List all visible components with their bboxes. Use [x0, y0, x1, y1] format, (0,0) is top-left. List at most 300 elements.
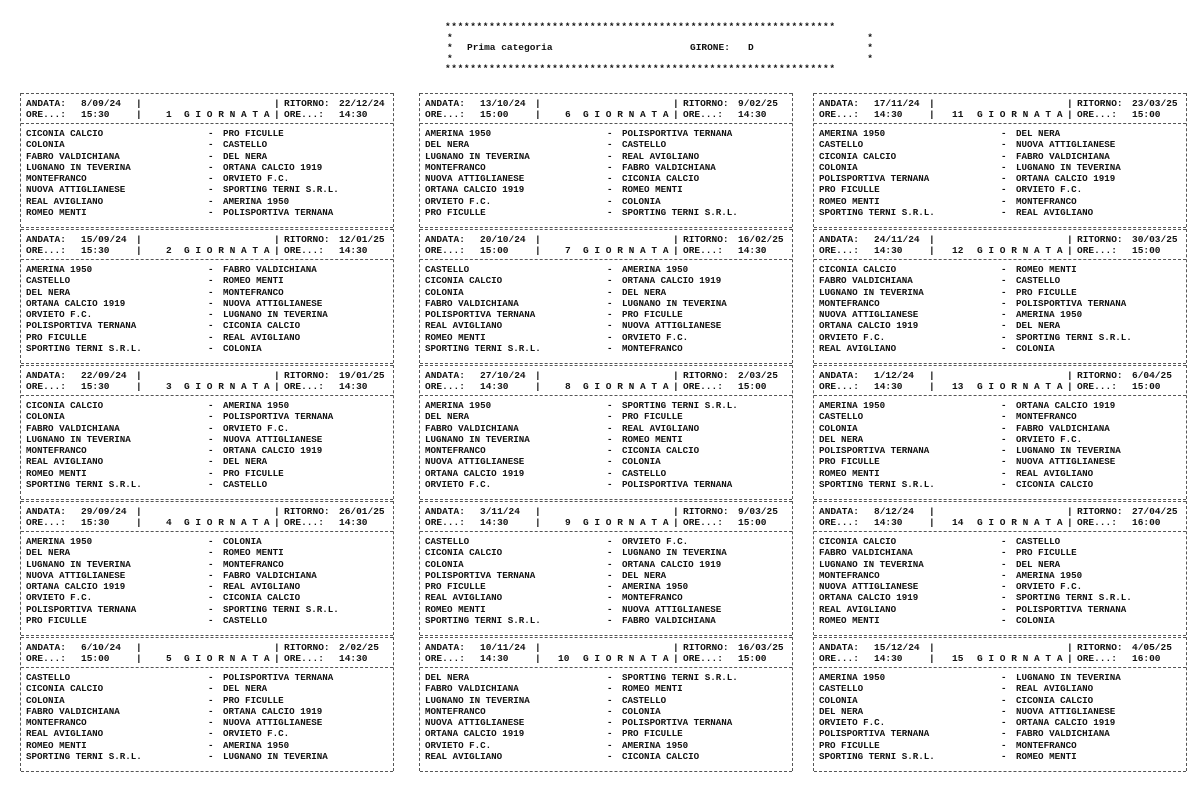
- round-footer-rule: [21, 363, 393, 364]
- away-team: LUGNANO IN TEVERINA: [223, 751, 328, 763]
- header-divider: |: [136, 98, 142, 109]
- home-team: ORTANA CALCIO 1919: [26, 581, 126, 593]
- home-team: CICONIA CALCIO: [26, 683, 104, 695]
- round-footer-rule: [420, 771, 792, 772]
- away-team: LUGNANO IN TEVERINA: [1016, 445, 1121, 457]
- header-divider: |: [673, 642, 679, 653]
- giornata-label: G I O R N A T A: [977, 109, 1063, 120]
- match-row: [425, 672, 787, 683]
- match-separator: -: [208, 343, 214, 355]
- round-header: [21, 229, 393, 260]
- header-stars-bottom: **************************************************************: [445, 63, 836, 74]
- match-row: [26, 740, 388, 751]
- match-row: [26, 547, 388, 558]
- home-team: NUOVA ATTIGLIANESE: [26, 569, 126, 581]
- match-row: [425, 615, 787, 626]
- round-header: [21, 93, 393, 124]
- header-divider: |: [136, 370, 142, 381]
- round-header: [21, 637, 393, 668]
- andata-label: ANDATA:: [819, 98, 859, 109]
- header-divider: |: [274, 234, 280, 245]
- away-team: AMERINA 1950: [622, 739, 689, 751]
- match-row: [26, 706, 388, 717]
- header-divider: |: [274, 98, 280, 109]
- round-footer-rule: [21, 635, 393, 636]
- match-row: [819, 695, 1181, 706]
- away-team: CASTELLO: [622, 139, 667, 151]
- round-footer-rule: [21, 771, 393, 772]
- round-footer-rule: [21, 227, 393, 228]
- away-team: ROMEO MENTI: [622, 433, 683, 445]
- match-separator: -: [607, 592, 613, 604]
- home-team: REAL AVIGLIANO: [819, 603, 897, 615]
- match-row: [819, 604, 1181, 615]
- away-team: ROMEO MENTI: [622, 184, 683, 196]
- match-separator: -: [607, 161, 613, 173]
- home-team: ORTANA CALCIO 1919: [425, 728, 525, 740]
- schedule-columns: [20, 93, 1188, 773]
- home-team: POLISPORTIVA TERNANA: [819, 173, 930, 185]
- match-separator: -: [1001, 728, 1007, 740]
- match-separator: -: [208, 467, 214, 479]
- match-row: [425, 287, 787, 298]
- match-row: [819, 139, 1181, 150]
- match-separator: -: [1001, 128, 1007, 139]
- away-team: AMERINA 1950: [622, 264, 689, 275]
- home-team: CASTELLO: [425, 264, 470, 275]
- match-separator: -: [208, 683, 214, 695]
- match-separator: -: [1001, 467, 1007, 479]
- match-list: [814, 532, 1186, 626]
- match-row: [819, 128, 1181, 139]
- match-row: [819, 683, 1181, 694]
- ore-andata-value: 14:30: [874, 109, 903, 120]
- home-team: CASTELLO: [819, 683, 864, 695]
- ore-ritorno-label: ORE...:: [284, 109, 324, 120]
- match-row: [425, 151, 787, 162]
- andata-label: ANDATA:: [425, 506, 465, 517]
- match-row: [425, 139, 787, 150]
- ritorno-date: 2/03/25: [738, 370, 778, 381]
- header-divider: |: [535, 506, 541, 517]
- home-team: MONTEFRANCO: [819, 569, 880, 581]
- andata-label: ANDATA:: [819, 234, 859, 245]
- match-separator: -: [607, 603, 613, 615]
- match-row: [425, 411, 787, 422]
- match-row: [26, 309, 388, 320]
- away-team: COLONIA: [1016, 343, 1055, 355]
- andata-label: ANDATA:: [26, 234, 66, 245]
- home-team: COLONIA: [819, 161, 858, 173]
- home-team: LUGNANO IN TEVERINA: [26, 558, 131, 570]
- ore-ritorno-label: ORE...:: [1077, 381, 1117, 392]
- match-row: [819, 298, 1181, 309]
- match-row: [819, 672, 1181, 683]
- away-team: DEL NERA: [1016, 320, 1061, 332]
- match-list: [814, 668, 1186, 762]
- home-team: PRO FICULLE: [819, 739, 880, 751]
- header-divider: |: [1067, 234, 1073, 245]
- match-separator: -: [1001, 456, 1007, 468]
- home-team: CICONIA CALCIO: [425, 275, 503, 287]
- giornata-label: G I O R N A T A: [583, 109, 669, 120]
- header-divider: |: [673, 370, 679, 381]
- match-row: [425, 581, 787, 592]
- match-separator: -: [208, 264, 214, 275]
- ore-ritorno-value: 14:30: [738, 109, 767, 120]
- home-team: ROMEO MENTI: [26, 467, 87, 479]
- round-header: [814, 637, 1186, 668]
- match-row: [26, 559, 388, 570]
- match-separator: -: [1001, 422, 1007, 434]
- match-separator: -: [1001, 479, 1007, 491]
- header-divider: |: [136, 506, 142, 517]
- header-divider: |: [136, 381, 142, 392]
- home-team: MONTEFRANCO: [425, 705, 486, 717]
- ore-ritorno-value: 15:00: [738, 381, 767, 392]
- away-team: ORVIETO F.C.: [223, 173, 290, 185]
- match-row: [425, 309, 787, 320]
- match-separator: -: [607, 467, 613, 479]
- round-block: [419, 637, 793, 771]
- match-row: [425, 570, 787, 581]
- match-separator: -: [1001, 547, 1007, 559]
- away-team: COLONIA: [622, 195, 661, 207]
- match-separator: -: [607, 400, 613, 411]
- match-row: [26, 400, 388, 411]
- ore-ritorno-label: ORE...:: [683, 245, 723, 256]
- ritorno-label: RITORNO:: [1077, 506, 1123, 517]
- match-separator: -: [208, 705, 214, 717]
- match-separator: -: [607, 581, 613, 593]
- match-separator: -: [208, 331, 214, 343]
- andata-date: 17/11/24: [874, 98, 920, 109]
- match-row: [26, 343, 388, 354]
- ore-andata-label: ORE...:: [26, 245, 66, 256]
- match-separator: -: [1001, 411, 1007, 423]
- home-team: AMERINA 1950: [425, 128, 492, 139]
- match-row: [819, 728, 1181, 739]
- round-footer-rule: [814, 771, 1186, 772]
- ore-ritorno-value: 15:00: [1132, 245, 1161, 256]
- away-team: REAL AVIGLIANO: [1016, 683, 1094, 695]
- away-team: LUGNANO IN TEVERINA: [223, 309, 328, 321]
- ritorno-label: RITORNO:: [284, 98, 330, 109]
- ritorno-label: RITORNO:: [683, 370, 729, 381]
- home-team: ORVIETO F.C.: [425, 195, 492, 207]
- away-team: CASTELLO: [622, 694, 667, 706]
- home-team: POLISPORTIVA TERNANA: [26, 320, 137, 332]
- round-block: [20, 229, 394, 363]
- match-row: [26, 184, 388, 195]
- match-row: [425, 592, 787, 603]
- home-team: DEL NERA: [425, 139, 470, 151]
- header-divider: |: [136, 109, 142, 120]
- match-row: [819, 536, 1181, 547]
- home-team: POLISPORTIVA TERNANA: [425, 569, 536, 581]
- home-team: ORTANA CALCIO 1919: [425, 467, 525, 479]
- round-block: [813, 229, 1187, 363]
- away-team: SPORTING TERNI S.R.L.: [622, 400, 738, 411]
- ore-ritorno-label: ORE...:: [683, 381, 723, 392]
- header-divider: |: [535, 517, 541, 528]
- ore-ritorno-value: 15:00: [738, 517, 767, 528]
- header-divider: |: [929, 653, 935, 664]
- round-block: [419, 365, 793, 499]
- home-team: REAL AVIGLIANO: [425, 751, 503, 763]
- match-row: [819, 332, 1181, 343]
- home-team: ORTANA CALCIO 1919: [819, 592, 919, 604]
- round-footer-rule: [420, 635, 792, 636]
- ritorno-label: RITORNO:: [284, 642, 330, 653]
- home-team: PRO FICULLE: [26, 331, 87, 343]
- ritorno-date: 9/03/25: [738, 506, 778, 517]
- away-team: POLISPORTIVA TERNANA: [622, 717, 733, 729]
- giornata-number: 2: [166, 245, 172, 256]
- ritorno-date: 27/04/25: [1132, 506, 1178, 517]
- away-team: ROMEO MENTI: [1016, 751, 1077, 763]
- andata-label: ANDATA:: [819, 642, 859, 653]
- match-row: [425, 740, 787, 751]
- match-list: [814, 396, 1186, 490]
- round-block: [813, 501, 1187, 635]
- match-separator: -: [1001, 207, 1007, 219]
- round-block: [20, 637, 394, 771]
- match-separator: -: [208, 592, 214, 604]
- match-row: [819, 411, 1181, 422]
- match-separator: -: [607, 286, 613, 298]
- match-row: [819, 570, 1181, 581]
- away-team: LUGNANO IN TEVERINA: [1016, 161, 1121, 173]
- andata-date: 20/10/24: [480, 234, 526, 245]
- home-team: FABRO VALDICHIANA: [425, 683, 519, 695]
- match-list: [21, 260, 393, 354]
- ore-ritorno-value: 14:30: [339, 245, 368, 256]
- match-separator: -: [607, 207, 613, 219]
- away-team: REAL AVIGLIANO: [622, 150, 700, 162]
- match-separator: -: [607, 275, 613, 287]
- match-row: [425, 728, 787, 739]
- header-divider: |: [673, 234, 679, 245]
- away-team: FABRO VALDICHIANA: [1016, 728, 1110, 740]
- ore-ritorno-label: ORE...:: [284, 245, 324, 256]
- ritorno-label: RITORNO:: [683, 642, 729, 653]
- match-separator: -: [607, 128, 613, 139]
- match-list: [814, 260, 1186, 354]
- home-team: MONTEFRANCO: [26, 717, 87, 729]
- home-team: LUGNANO IN TEVERINA: [26, 161, 131, 173]
- match-list: [420, 124, 792, 218]
- match-separator: -: [208, 558, 214, 570]
- away-team: PRO FICULLE: [1016, 547, 1077, 559]
- match-row: [26, 207, 388, 218]
- match-row: [26, 581, 388, 592]
- home-team: ORVIETO F.C.: [819, 717, 886, 729]
- home-team: LUGNANO IN TEVERINA: [819, 286, 924, 298]
- ritorno-date: 30/03/25: [1132, 234, 1178, 245]
- away-team: MONTEFRANCO: [223, 286, 284, 298]
- match-row: [819, 184, 1181, 195]
- ritorno-date: 9/02/25: [738, 98, 778, 109]
- away-team: POLISPORTIVA TERNANA: [1016, 297, 1127, 309]
- match-separator: -: [208, 615, 214, 627]
- match-separator: -: [607, 683, 613, 695]
- round-block: [20, 501, 394, 635]
- ore-andata-value: 14:30: [874, 517, 903, 528]
- ore-ritorno-label: ORE...:: [683, 653, 723, 664]
- home-team: SPORTING TERNI S.R.L.: [26, 479, 142, 491]
- away-team: ORTANA CALCIO 1919: [1016, 400, 1116, 411]
- round-footer-rule: [21, 499, 393, 500]
- ore-andata-label: ORE...:: [425, 109, 465, 120]
- home-team: PRO FICULLE: [819, 456, 880, 468]
- match-separator: -: [607, 150, 613, 162]
- andata-label: ANDATA:: [425, 98, 465, 109]
- away-team: CICONIA CALCIO: [1016, 479, 1094, 491]
- match-row: [819, 173, 1181, 184]
- giornata-label: G I O R N A T A: [184, 517, 270, 528]
- andata-date: 13/10/24: [480, 98, 526, 109]
- match-separator: -: [607, 536, 613, 547]
- header-divider: |: [136, 245, 142, 256]
- match-row: [26, 468, 388, 479]
- ore-andata-label: ORE...:: [425, 653, 465, 664]
- ore-ritorno-label: ORE...:: [683, 517, 723, 528]
- home-team: PRO FICULLE: [26, 615, 87, 627]
- match-row: [26, 275, 388, 286]
- home-team: NUOVA ATTIGLIANESE: [26, 184, 126, 196]
- ore-andata-label: ORE...:: [819, 109, 859, 120]
- andata-label: ANDATA:: [26, 98, 66, 109]
- away-team: COLONIA: [223, 536, 262, 547]
- round-header: [814, 93, 1186, 124]
- header-divider: |: [1067, 642, 1073, 653]
- away-team: DEL NERA: [223, 456, 268, 468]
- round-block: [813, 637, 1187, 771]
- match-separator: -: [208, 445, 214, 457]
- match-row: [26, 672, 388, 683]
- home-team: DEL NERA: [425, 411, 470, 423]
- match-separator: -: [607, 728, 613, 740]
- match-row: [26, 479, 388, 490]
- page-header: [445, 22, 875, 74]
- andata-label: ANDATA:: [26, 506, 66, 517]
- match-row: [26, 264, 388, 275]
- match-separator: -: [607, 445, 613, 457]
- match-row: [425, 456, 787, 467]
- header-divider: |: [673, 98, 679, 109]
- match-row: [26, 592, 388, 603]
- away-team: POLISPORTIVA TERNANA: [223, 411, 334, 423]
- home-team: FABRO VALDICHIANA: [26, 150, 120, 162]
- round-block: [419, 501, 793, 635]
- ore-ritorno-value: 15:00: [1132, 109, 1161, 120]
- round-block: [813, 365, 1187, 499]
- match-row: [425, 604, 787, 615]
- round-footer-rule: [814, 227, 1186, 228]
- away-team: MONTEFRANCO: [223, 558, 284, 570]
- match-separator: -: [208, 717, 214, 729]
- ritorno-date: 4/05/25: [1132, 642, 1172, 653]
- away-team: ORVIETO F.C.: [622, 331, 689, 343]
- home-team: POLISPORTIVA TERNANA: [819, 445, 930, 457]
- andata-date: 27/10/24: [480, 370, 526, 381]
- match-row: [819, 592, 1181, 603]
- away-team: POLISPORTIVA TERNANA: [622, 479, 733, 491]
- round-footer-rule: [814, 635, 1186, 636]
- match-separator: -: [607, 195, 613, 207]
- away-team: MONTEFRANCO: [622, 592, 683, 604]
- home-team: CASTELLO: [26, 672, 71, 683]
- ritorno-label: RITORNO:: [683, 234, 729, 245]
- ore-andata-value: 15:00: [81, 653, 110, 664]
- giornata-number: 8: [565, 381, 571, 392]
- match-row: [819, 275, 1181, 286]
- match-row: [425, 162, 787, 173]
- header-divider: |: [1067, 245, 1073, 256]
- match-separator: -: [208, 195, 214, 207]
- home-team: MONTEFRANCO: [26, 445, 87, 457]
- home-team: NUOVA ATTIGLIANESE: [425, 173, 525, 185]
- ritorno-date: 16/02/25: [738, 234, 784, 245]
- away-team: LUGNANO IN TEVERINA: [622, 297, 727, 309]
- header-divider: |: [535, 234, 541, 245]
- match-row: [425, 445, 787, 456]
- match-row: [425, 264, 787, 275]
- match-separator: -: [1001, 445, 1007, 457]
- match-separator: -: [607, 456, 613, 468]
- home-team: MONTEFRANCO: [425, 161, 486, 173]
- home-team: AMERINA 1950: [819, 128, 886, 139]
- header-divider: |: [136, 642, 142, 653]
- ore-andata-label: ORE...:: [26, 381, 66, 392]
- match-separator: -: [607, 309, 613, 321]
- match-separator: -: [1001, 694, 1007, 706]
- ore-andata-value: 15:30: [81, 381, 110, 392]
- away-team: MONTEFRANCO: [1016, 195, 1077, 207]
- home-team: ORVIETO F.C.: [425, 739, 492, 751]
- round-header: [420, 637, 792, 668]
- match-row: [819, 706, 1181, 717]
- home-team: DEL NERA: [425, 672, 470, 683]
- ore-andata-label: ORE...:: [425, 517, 465, 528]
- ore-andata-value: 14:30: [874, 381, 903, 392]
- ore-andata-value: 14:30: [874, 245, 903, 256]
- ore-andata-value: 15:30: [81, 517, 110, 528]
- header-divider: |: [929, 517, 935, 528]
- away-team: REAL AVIGLIANO: [223, 331, 301, 343]
- giornata-number: 3: [166, 381, 172, 392]
- away-team: NUOVA ATTIGLIANESE: [223, 433, 323, 445]
- ore-andata-label: ORE...:: [26, 653, 66, 664]
- match-separator: -: [208, 309, 214, 321]
- header-divider: |: [274, 370, 280, 381]
- home-team: COLONIA: [26, 411, 65, 423]
- home-team: ROMEO MENTI: [819, 615, 880, 627]
- match-separator: -: [208, 603, 214, 615]
- match-row: [819, 309, 1181, 320]
- home-team: ROMEO MENTI: [425, 603, 486, 615]
- home-team: LUGNANO IN TEVERINA: [26, 433, 131, 445]
- match-list: [21, 124, 393, 218]
- ore-ritorno-label: ORE...:: [1077, 109, 1117, 120]
- away-team: CASTELLO: [223, 615, 268, 627]
- andata-label: ANDATA:: [26, 370, 66, 381]
- giornata-label: G I O R N A T A: [184, 381, 270, 392]
- home-team: REAL AVIGLIANO: [26, 195, 104, 207]
- match-list: [420, 260, 792, 354]
- away-team: ORTANA CALCIO 1919: [1016, 173, 1116, 185]
